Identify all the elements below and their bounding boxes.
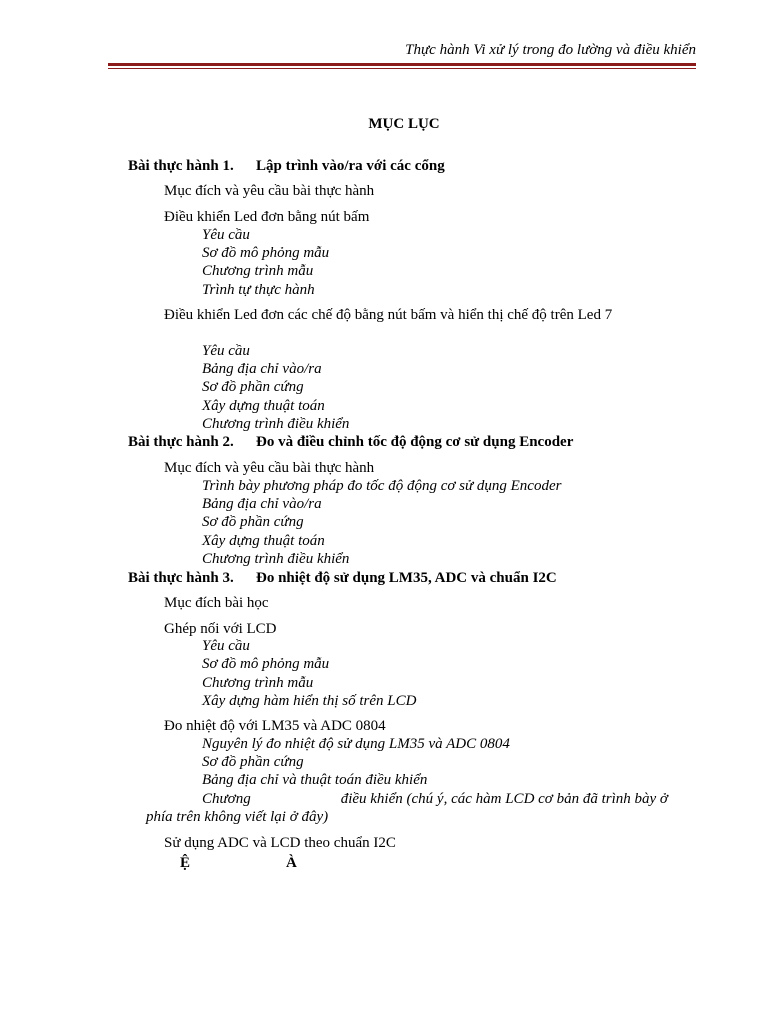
toc-subitem[interactable]: Bảng địa chỉ vào/ra bbox=[202, 361, 322, 377]
toc-section[interactable]: Điều khiển Led đơn bằng nút bấm bbox=[164, 209, 370, 225]
header-rule-thick bbox=[108, 63, 696, 66]
toc-subitem[interactable]: Sơ đồ phần cứng bbox=[202, 379, 304, 395]
toc-subitem[interactable]: Chương trình mẫu bbox=[202, 263, 314, 279]
toc-subitem[interactable]: Trình bày phương pháp đo tốc độ động cơ sử dụng Encoder bbox=[202, 478, 562, 494]
lesson-name: Lập trình vào/ra với các cổng bbox=[256, 158, 445, 174]
toc-subitem[interactable]: Yêu cầu bbox=[202, 343, 250, 359]
toc-section[interactable]: Mục đích và yêu cầu bài thực hành bbox=[164, 183, 375, 199]
toc-lesson-2[interactable] bbox=[128, 434, 573, 451]
toc-subitem[interactable]: Bảng địa chỉ và thuật toán điều khiển bbox=[202, 772, 428, 788]
toc-section[interactable]: Đo nhiệt độ với LM35 và ADC 0804 bbox=[164, 718, 386, 734]
toc-subitem[interactable]: Chương trình điều khiển bbox=[202, 416, 350, 432]
lesson-number: Bài thực hành 1. bbox=[128, 158, 234, 174]
trailing-symbols bbox=[180, 855, 297, 872]
toc-title: MỤC LỤC bbox=[368, 116, 440, 132]
toc-subitem-wrapped[interactable] bbox=[202, 791, 668, 808]
toc-subitem[interactable]: Xây dựng thuật toán bbox=[202, 533, 325, 549]
toc-section[interactable]: Điều khiển Led đơn các chế độ bằng nút bấm và hiển thị chế độ trên Led 7 bbox=[164, 307, 613, 323]
subitem-part: điều khiển (chú ý, các hàm LCD cơ bản đã trình bày ở bbox=[340, 791, 668, 807]
toc-section[interactable]: Mục đích và yêu cầu bài thực hành bbox=[164, 460, 375, 476]
toc-subitem[interactable]: Xây dựng hàm hiển thị số trên LCD bbox=[202, 693, 417, 709]
toc-subitem[interactable]: Sơ đồ mô phỏng mẫu bbox=[202, 245, 330, 261]
lesson-number: Bài thực hành 2. bbox=[128, 434, 234, 450]
toc-subitem-continuation[interactable]: phía trên không viết lại ở đây) bbox=[146, 809, 329, 825]
toc-subitem[interactable]: Sơ đồ mô phỏng mẫu bbox=[202, 656, 330, 672]
toc-subitem[interactable]: Sơ đồ phần cứng bbox=[202, 754, 304, 770]
toc-subitem[interactable]: Sơ đồ phần cứng bbox=[202, 514, 304, 530]
toc-section[interactable]: Mục đích bài học bbox=[164, 595, 269, 611]
toc-subitem[interactable]: Xây dựng thuật toán bbox=[202, 398, 325, 414]
toc-section[interactable]: Sử dụng ADC và LCD theo chuẩn I2C bbox=[164, 835, 396, 851]
lesson-name: Đo và điều chỉnh tốc độ động cơ sử dụng Encoder bbox=[256, 434, 574, 450]
toc-subitem[interactable]: Bảng địa chỉ vào/ra bbox=[202, 496, 322, 512]
toc-lesson-3[interactable] bbox=[128, 570, 557, 587]
toc-subitem[interactable]: Yêu cầu bbox=[202, 227, 250, 243]
toc-subitem[interactable]: Nguyên lý đo nhiệt độ sử dụng LM35 và ADC 0804 bbox=[202, 736, 510, 752]
toc-subitem[interactable]: Chương trình điều khiển bbox=[202, 551, 350, 567]
lesson-number: Bài thực hành 3. bbox=[128, 570, 234, 586]
symbol: Ệ bbox=[180, 855, 191, 871]
toc-subitem[interactable]: Trình tự thực hành bbox=[202, 282, 315, 298]
toc-subitem[interactable]: Chương trình mẫu bbox=[202, 675, 314, 691]
subitem-part: Chương bbox=[202, 791, 251, 807]
lesson-name: Đo nhiệt độ sử dụng LM35, ADC và chuẩn I2C bbox=[256, 570, 557, 586]
header-rule-thin bbox=[108, 68, 696, 69]
symbol: À bbox=[286, 855, 297, 871]
toc-lesson-1[interactable] bbox=[128, 158, 445, 175]
toc-subitem[interactable]: Yêu cầu bbox=[202, 638, 250, 654]
page-header: Thực hành Vi xử lý trong đo lường và điều khiển bbox=[405, 42, 696, 58]
toc-section[interactable]: Ghép nối với LCD bbox=[164, 621, 277, 637]
